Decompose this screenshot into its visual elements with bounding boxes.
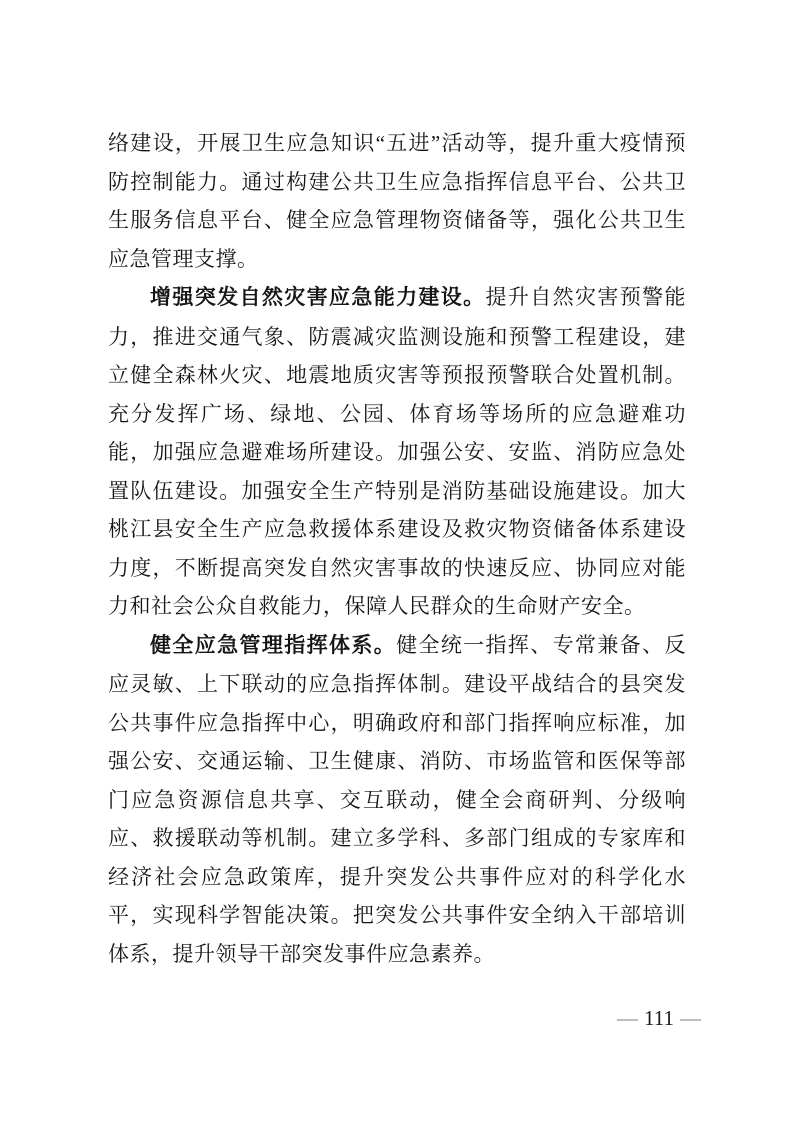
paragraph-natural-disaster xyxy=(108,278,686,626)
paragraph-continuation xyxy=(108,124,686,278)
page-number: 111 xyxy=(644,1006,674,1030)
paragraph-text: 提升自然灾害预警能力，推进交通气象、防震减灾监测设施和预警工程建设，建立健全森林火灾、地震地质灾害等预报预警联合处置机制。充分发挥广场、绿地、公园、体育场等场所的应急避难功能，加强应急避难场所建设。加强公安、安监、消防应急处置队伍建设。加强安全生产特别是消防基础设施建设。加大桃江县安全生产应急救援体系建设及救灾物资储备体系建设力度，不断提高突发自然灾害事故的快速反应、协同应对能力和社会公众自救能力，保障人民群众的生命财产安全。 xyxy=(108,285,687,618)
paragraph-text: 健全统一指挥、专常兼备、反应灵敏、上下联动的应急指挥体制。建设平战结合的县突发公共事件应急指挥中心，明确政府和部门指挥响应标准，加强公安、交通运输、卫生健康、消防、市场监管和医保等部门应急资源信息共享、交互联动，健全会商研判、分级响应、救援联动等机制。建立多学科、多部门组成的专家库和经济社会应急政策库，提升突发公共事件应对的科学化水平，实现科学智能决策。把突发公共事件安全纳入干部培训体系，提升领导干部突发事件应急素养。 xyxy=(108,632,687,966)
page-footer xyxy=(611,1005,707,1031)
paragraph-lead: 健全应急管理指挥体系。 xyxy=(150,633,397,657)
document-body xyxy=(108,124,686,973)
paragraph-command-system xyxy=(108,626,686,974)
footer-left-dash: — xyxy=(617,1006,639,1030)
paragraph-lead: 增强突发自然灾害应急能力建设。 xyxy=(150,286,486,309)
footer-right-dash: — xyxy=(680,1006,701,1030)
paragraph-text: 络建设，开展卫生应急知识“五进”活动等，提升重大疫情预防控制能力。通过构建公共卫生应急指挥信息平台、公共卫生服务信息平台、健全应急管理物资储备等，强化公共卫生应急管理支撑。 xyxy=(108,131,686,271)
